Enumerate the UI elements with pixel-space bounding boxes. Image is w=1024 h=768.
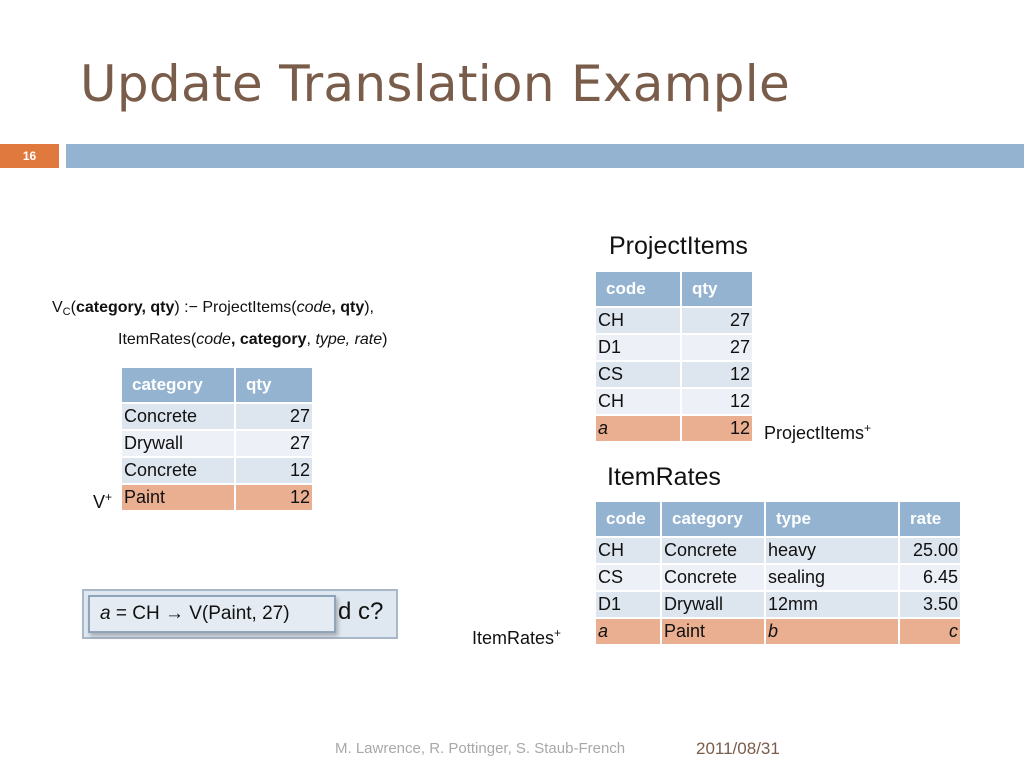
rule-var-code: code	[196, 331, 231, 348]
table-cell: Drywall	[122, 431, 234, 456]
rule-paren: ),	[364, 299, 374, 316]
rule-var-code: code	[296, 299, 332, 316]
table-cell: CS	[596, 362, 680, 387]
rule-paren: (	[70, 299, 76, 316]
callout-text: V(Paint, 27)	[183, 603, 290, 624]
table-row	[122, 458, 312, 483]
table-cell: 12	[682, 362, 752, 387]
table-cell: 3.50	[900, 592, 960, 617]
table-cell: 12	[236, 485, 312, 510]
table-cell: 27	[682, 335, 752, 360]
slide-number: 16	[0, 144, 59, 168]
rule-implication: ) :−	[174, 299, 203, 316]
table-cell: 12	[236, 458, 312, 483]
table-cell: CS	[596, 565, 660, 590]
arrow-right-icon: →	[164, 603, 184, 624]
itemrates-table	[594, 500, 962, 646]
table-cell: 12	[682, 416, 752, 441]
itemrates-insert-label	[472, 626, 561, 649]
question-callout-text: d c?	[338, 598, 384, 625]
rule-comma: ,	[141, 299, 151, 316]
table-header-row	[596, 502, 960, 536]
callout-text: = CH	[110, 603, 165, 624]
table-cell: Paint	[122, 485, 234, 510]
label-text: ProjectItems	[764, 423, 865, 443]
table-cell: CH	[596, 538, 660, 563]
rule-body-itemrates: ItemRates(	[118, 331, 197, 348]
inserted-row	[122, 485, 312, 510]
rule-comma: ,	[230, 331, 240, 348]
callout-variable: a	[100, 603, 111, 624]
table-header-row	[596, 272, 752, 306]
rule-head-category: category	[75, 299, 142, 316]
table-cell: Concrete	[662, 565, 764, 590]
view-definition-rule	[52, 294, 472, 354]
rule-var-qty: qty	[340, 299, 365, 316]
table-row	[122, 431, 312, 456]
table-cell: Drywall	[662, 592, 764, 617]
table-row	[596, 538, 960, 563]
table-row	[596, 565, 960, 590]
itemrates-title: ItemRates	[607, 463, 721, 491]
column-header: qty	[682, 272, 752, 306]
projectitems-table	[594, 270, 754, 443]
view-insert-label	[93, 490, 112, 513]
label-superscript: +	[105, 490, 113, 504]
rule-var-category: category	[239, 331, 307, 348]
rule-comma: ,	[306, 331, 316, 348]
column-header: category	[122, 368, 234, 402]
rule-body-projectitems: ProjectItems(	[202, 299, 297, 316]
inserted-row	[596, 416, 752, 441]
table-cell: 6.45	[900, 565, 960, 590]
projectitems-title: ProjectItems	[609, 232, 748, 260]
rule-head-subscript: C	[62, 306, 71, 318]
table-cell: D1	[596, 592, 660, 617]
table-cell: Concrete	[122, 404, 234, 429]
table-row	[122, 404, 312, 429]
column-header: rate	[900, 502, 960, 536]
table-cell: CH	[596, 308, 680, 333]
title-divider-bar	[66, 144, 1024, 168]
table-cell: b	[766, 619, 898, 644]
label-text: ItemRates	[472, 628, 555, 648]
table-cell: a	[596, 619, 660, 644]
answer-callout	[88, 595, 336, 633]
rule-line-1	[52, 294, 472, 326]
rule-comma: ,	[331, 299, 341, 316]
table-cell: D1	[596, 335, 680, 360]
table-row	[596, 335, 752, 360]
label-superscript: +	[864, 421, 872, 435]
column-header: category	[662, 502, 764, 536]
table-cell: CH	[596, 389, 680, 414]
label-superscript: +	[554, 626, 562, 640]
footer-authors: M. Lawrence, R. Pottinger, S. Staub-French	[335, 740, 626, 757]
rule-paren: )	[382, 331, 388, 348]
table-cell: 12mm	[766, 592, 898, 617]
table-cell: 27	[236, 404, 312, 429]
view-table	[120, 366, 314, 512]
table-row	[596, 592, 960, 617]
inserted-row	[596, 619, 960, 644]
rule-head-qty: qty	[150, 299, 175, 316]
table-row	[596, 362, 752, 387]
table-cell: Concrete	[122, 458, 234, 483]
table-cell: 25.00	[900, 538, 960, 563]
label-text: V	[93, 492, 106, 512]
table-cell: sealing	[766, 565, 898, 590]
table-cell: 27	[682, 308, 752, 333]
table-cell: Concrete	[662, 538, 764, 563]
table-cell: 27	[236, 431, 312, 456]
rule-var-rate: rate	[354, 331, 383, 348]
slide-title: Update Translation Example	[80, 55, 791, 113]
table-cell: a	[596, 416, 680, 441]
table-cell: 12	[682, 389, 752, 414]
column-header: code	[596, 272, 680, 306]
table-row	[596, 389, 752, 414]
rule-head-v: V	[52, 299, 63, 316]
table-header-row	[122, 368, 312, 402]
table-row	[596, 308, 752, 333]
column-header: type	[766, 502, 898, 536]
footer-date: 2011/08/31	[696, 739, 780, 758]
projectitems-insert-label	[764, 421, 871, 444]
table-cell: heavy	[766, 538, 898, 563]
rule-line-2	[52, 326, 472, 354]
rule-var-type: type,	[315, 331, 351, 348]
table-cell: Paint	[662, 619, 764, 644]
column-header: qty	[236, 368, 312, 402]
column-header: code	[596, 502, 660, 536]
table-cell: c	[900, 619, 960, 644]
